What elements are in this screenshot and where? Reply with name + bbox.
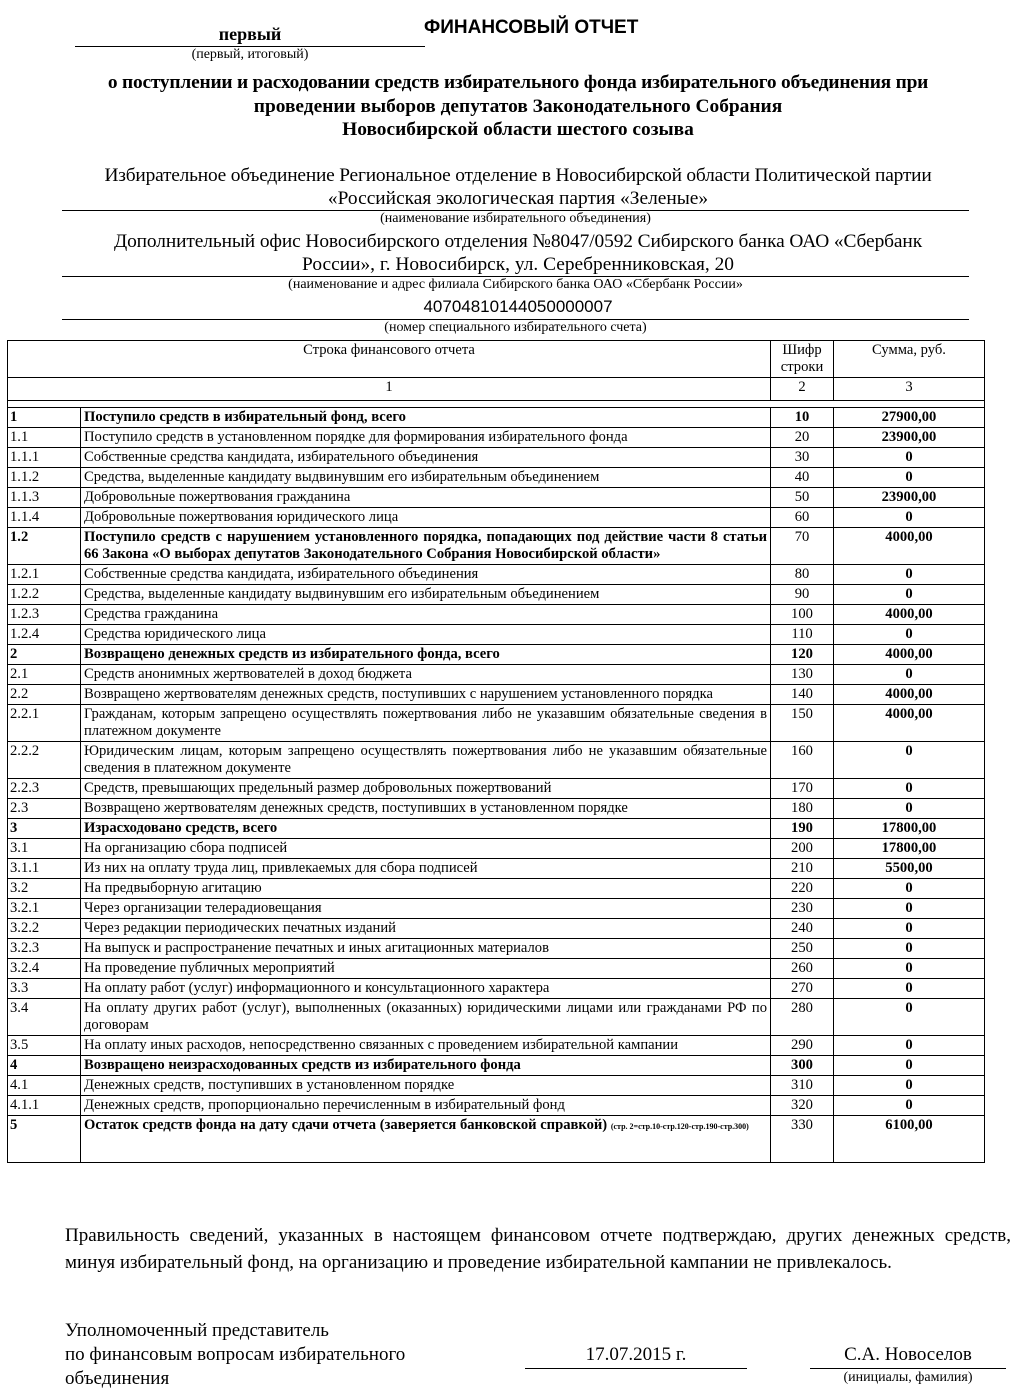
signature-date-underline [525,1368,747,1369]
row-number: 3 [8,819,81,839]
row-name-text: На оплату иных расходов, непосредственно связанных с проведением избирательной кампании [84,1037,679,1053]
table-row [8,468,985,488]
row-sum: 23900,00 [834,428,985,448]
row-sum: 6100,00 [834,1116,985,1163]
row-number: 3.2 [8,879,81,899]
row-code: 160 [771,742,834,779]
row-number: 4 [8,1056,81,1076]
row-name-text: Денежных средств, поступивших в установленном порядке [84,1077,455,1093]
row-name-text: Поступило средств с нарушением установленного порядка, попадающих под действие части 8 статьи 66 Закона «О выборах депутатов Законодательного Собрания Новосибирской области» [84,529,767,562]
table-row [8,625,985,645]
row-name-text: Через организации телерадиовещания [84,900,322,916]
col-header-code: Шифр строки [771,341,834,378]
report-subtitle-line2: проведении выборов депутатов Законодательного Собрания [253,96,783,117]
signer-name-caption: (инициалы, фамилия) [843,1370,973,1385]
row-sum: 0 [834,1096,985,1116]
col-header-line: Строка финансового отчета [8,341,771,378]
table-row [8,428,985,448]
row-name [81,705,771,742]
row-name-text: Средства, выделенные кандидату выдвинувшим его избирательным объединением [84,586,600,602]
row-code: 330 [771,1116,834,1163]
row-name-text: Возвращено денежных средств из избирательного фонда, всего [84,646,500,662]
row-sum: 0 [834,1056,985,1076]
table-row [8,508,985,528]
table-row [8,779,985,799]
row-name-text: Денежных средств, пропорционально перечисленным в избирательный фонд [84,1097,565,1113]
row-name [81,645,771,665]
row-name-text: Средства юридического лица [84,626,266,642]
row-name [81,799,771,819]
row-code: 270 [771,979,834,999]
association-caption: (наименование избирательного объединения) [380,211,651,226]
row-name-text: Возвращено неизрасходованных средств из избирательного фонда [84,1057,521,1073]
row-name-text: Из них на оплату труда лиц, привлекаемых для сбора подписей [84,860,478,876]
row-sum: 0 [834,585,985,605]
row-name-text: На выпуск и распространение печатных и иных агитационных материалов [84,940,549,956]
row-code: 250 [771,939,834,959]
row-name-text: Добровольные пожертвования гражданина [84,489,351,505]
row-name-text: Средства, выделенные кандидату выдвинувшим его избирательным объединением [84,469,600,485]
signer-title-line1: Уполномоченный представитель [65,1320,329,1341]
row-number: 2.2 [8,685,81,705]
table-row [8,605,985,625]
table-row [8,1116,985,1163]
financial-report-table [7,340,985,1163]
col-number-2: 2 [771,378,834,401]
bank-line1: Дополнительный офис Новосибирского отделения №8047/0592 Сибирского банка ОАО «Сбербанк [113,231,923,252]
row-number: 1.1.3 [8,488,81,508]
row-code: 150 [771,705,834,742]
table-row [8,959,985,979]
table-row [8,528,985,565]
signer-title-line3: объединения [65,1368,170,1389]
row-name [81,959,771,979]
row-name [81,428,771,448]
row-sum: 0 [834,448,985,468]
row-code: 230 [771,899,834,919]
table-row [8,859,985,879]
row-code: 20 [771,428,834,448]
table-row [8,448,985,468]
row-name [81,999,771,1036]
row-sum: 0 [834,979,985,999]
row-name [81,879,771,899]
row-name-text: Средств анонимных жертвователей в доход бюджета [84,666,412,682]
row-code: 140 [771,685,834,705]
row-sum: 0 [834,959,985,979]
row-sum: 17800,00 [834,839,985,859]
table-row [8,939,985,959]
row-code: 280 [771,999,834,1036]
row-sum: 0 [834,742,985,779]
row-number: 4.1 [8,1076,81,1096]
row-sum: 0 [834,625,985,645]
table-row [8,979,985,999]
row-name [81,779,771,799]
row-sum: 0 [834,468,985,488]
row-name [81,585,771,605]
row-sum: 4000,00 [834,605,985,625]
row-code: 210 [771,859,834,879]
table-row [8,999,985,1036]
association-line1: Избирательное объединение Региональное отделение в Новосибирской области Политической партии [104,165,932,186]
table-row [8,565,985,585]
row-name [81,939,771,959]
row-sum: 0 [834,939,985,959]
row-name [81,448,771,468]
row-name-text: Израсходовано средств, всего [84,820,278,836]
row-code: 90 [771,585,834,605]
table-colnum-row [8,378,985,401]
row-number: 2.2.3 [8,779,81,799]
row-code: 310 [771,1076,834,1096]
row-name [81,488,771,508]
table-spacer-row [8,401,985,408]
row-name [81,508,771,528]
row-name-text: Средства гражданина [84,606,219,622]
row-sum: 0 [834,508,985,528]
table-row [8,585,985,605]
table-row [8,488,985,508]
signer-name-underline [810,1368,1006,1369]
row-name [81,1056,771,1076]
row-number: 3.1 [8,839,81,859]
row-number: 1.1.4 [8,508,81,528]
row-code: 200 [771,839,834,859]
row-number: 3.1.1 [8,859,81,879]
signer-title-line2: по финансовым вопросам избирательного [65,1344,406,1365]
row-name-text: На предвыборную агитацию [84,880,262,896]
row-name [81,1096,771,1116]
row-number: 2.1 [8,665,81,685]
row-name [81,528,771,565]
row-name [81,685,771,705]
row-number: 1.2 [8,528,81,565]
row-number: 2.3 [8,799,81,819]
row-sum: 0 [834,999,985,1036]
account-caption: (номер специального избирательного счета) [384,320,647,335]
row-code: 80 [771,565,834,585]
row-name-text: Поступило средств в установленном порядке для формирования избирательного фонда [84,429,628,445]
row-number: 1.2.3 [8,605,81,625]
row-code: 30 [771,448,834,468]
row-code: 120 [771,645,834,665]
confirmation-text: Правильность сведений, указанных в настоящем финансовом отчете подтверждаю, других денежных средств, минуя избирательный фонд, на организацию и проведение избирательной кампании не привлекалось. [65,1225,1011,1273]
row-sum: 0 [834,799,985,819]
row-sum: 0 [834,565,985,585]
association-line2: «Российская экологическая партия «Зеленые» [327,188,709,209]
table-row [8,1036,985,1056]
row-name-text: Поступило средств в избирательный фонд, всего [84,409,406,425]
row-name [81,979,771,999]
row-sum: 23900,00 [834,488,985,508]
row-code: 240 [771,919,834,939]
row-name [81,408,771,428]
row-code: 180 [771,799,834,819]
row-name-text: Возвращено жертвователям денежных средств, поступивших с нарушением установленного порядка [84,686,713,702]
row-number: 1 [8,408,81,428]
row-number: 1.2.2 [8,585,81,605]
row-sum: 27900,00 [834,408,985,428]
table-row [8,1096,985,1116]
row-code: 130 [771,665,834,685]
table-row [8,799,985,819]
report-subtitle-line3: Новосибирской области шестого созыва [342,119,694,140]
row-name-text: Собственные средства кандидата, избирательного объединения [84,449,479,465]
table-header-row [8,341,985,378]
signer-name: С.А. Новоселов [844,1344,972,1365]
row-name-text: Собственные средства кандидата, избирательного объединения [84,566,479,582]
row-number: 2.2.2 [8,742,81,779]
row-name [81,1036,771,1056]
row-name-text: На оплату других работ (услуг), выполненных (оказанных) юридическими лицами или гражданами РФ по договорам [84,1000,767,1033]
row-name-text: Через редакции периодических печатных изданий [84,920,396,936]
row-sum: 4000,00 [834,685,985,705]
row-code: 290 [771,1036,834,1056]
row-name-text: Юридическим лицам, которым запрещено осуществлять пожертвования либо не указавшим обязательные сведения в платежном документе [84,743,767,776]
report-subtitle-line1: о поступлении и расходовании средств избирательного фонда избирательного объединения при [107,72,929,93]
row-sum: 0 [834,665,985,685]
row-code: 320 [771,1096,834,1116]
row-name-text: Добровольные пожертвования юридического лица [84,509,399,525]
row-number: 3.2.3 [8,939,81,959]
table-row [8,705,985,742]
row-name [81,468,771,488]
row-name-text: Остаток средств фонда на дату сдачи отчета (заверяется банковской справкой) [84,1117,608,1133]
row-name [81,742,771,779]
table-row [8,1076,985,1096]
row-number: 2.2.1 [8,705,81,742]
row-code: 110 [771,625,834,645]
row-number: 3.4 [8,999,81,1036]
row-name-text: Средств, превышающих предельный размер добровольных пожертвований [84,780,552,796]
row-name-text: На организацию сбора подписей [84,840,288,856]
signature-date: 17.07.2015 г. [585,1344,687,1365]
row-number: 3.2.4 [8,959,81,979]
col-number-3: 3 [834,378,985,401]
row-name [81,859,771,879]
row-sum: 4000,00 [834,528,985,565]
row-name [81,665,771,685]
row-code: 100 [771,605,834,625]
row-formula-note: (стр. 2=стр.10-стр.120-стр.190-стр.300) [610,1122,749,1131]
table-row [8,665,985,685]
row-sum: 0 [834,879,985,899]
bank-caption: (наименование и адрес филиала Сибирского банка ОАО «Сбербанк России» [288,277,743,292]
row-code: 260 [771,959,834,979]
row-name [81,839,771,859]
col-header-sum: Сумма, руб. [834,341,985,378]
row-name-text: Гражданам, которым запрещено осуществлять пожертвования либо не указавшим обязательные сведения в платежном документе [84,706,767,739]
row-code: 190 [771,819,834,839]
row-name-text: На оплату работ (услуг) информационного и консультационного характера [84,980,550,996]
table-row [8,839,985,859]
row-number: 1.2.1 [8,565,81,585]
row-code: 40 [771,468,834,488]
row-sum: 4000,00 [834,645,985,665]
row-code: 170 [771,779,834,799]
row-number: 1.1.1 [8,448,81,468]
row-name-text: Возвращено жертвователям денежных средств, поступивших в установленном порядке [84,800,628,816]
table-row [8,919,985,939]
row-sum: 17800,00 [834,819,985,839]
row-sum: 0 [834,1036,985,1056]
table-row [8,899,985,919]
row-name-text: На проведение публичных мероприятий [84,960,335,976]
row-name [81,819,771,839]
row-code: 60 [771,508,834,528]
row-code: 220 [771,879,834,899]
row-sum: 0 [834,919,985,939]
row-code: 300 [771,1056,834,1076]
row-name [81,565,771,585]
row-sum: 0 [834,899,985,919]
row-name [81,1116,771,1163]
report-kind-value: первый [218,24,282,44]
row-sum: 4000,00 [834,705,985,742]
row-number: 5 [8,1116,81,1163]
col-number-1: 1 [8,378,771,401]
row-code: 10 [771,408,834,428]
row-number: 2 [8,645,81,665]
account-number: 40704810144050000007 [423,297,613,316]
row-code: 50 [771,488,834,508]
table-row [8,1056,985,1076]
table-row [8,819,985,839]
row-code: 70 [771,528,834,565]
report-kind-caption: (первый, итоговый) [191,47,309,62]
row-number: 1.1 [8,428,81,448]
row-number: 3.2.2 [8,919,81,939]
row-sum: 0 [834,1076,985,1096]
table-row [8,408,985,428]
table-spacer-cell [8,401,985,408]
table-row [8,879,985,899]
table-row [8,742,985,779]
row-name [81,919,771,939]
row-name [81,1076,771,1096]
row-sum: 5500,00 [834,859,985,879]
bank-line2: России», г. Новосибирск, ул. Серебренниковская, 20 [302,254,734,275]
row-number: 3.2.1 [8,899,81,919]
report-title: ФИНАНСОВЫЙ ОТЧЕТ [424,17,639,38]
row-number: 4.1.1 [8,1096,81,1116]
row-name [81,625,771,645]
row-number: 1.2.4 [8,625,81,645]
row-name [81,605,771,625]
row-number: 3.3 [8,979,81,999]
table-row [8,685,985,705]
table-row [8,645,985,665]
row-name [81,899,771,919]
row-sum: 0 [834,779,985,799]
row-number: 3.5 [8,1036,81,1056]
row-number: 1.1.2 [8,468,81,488]
